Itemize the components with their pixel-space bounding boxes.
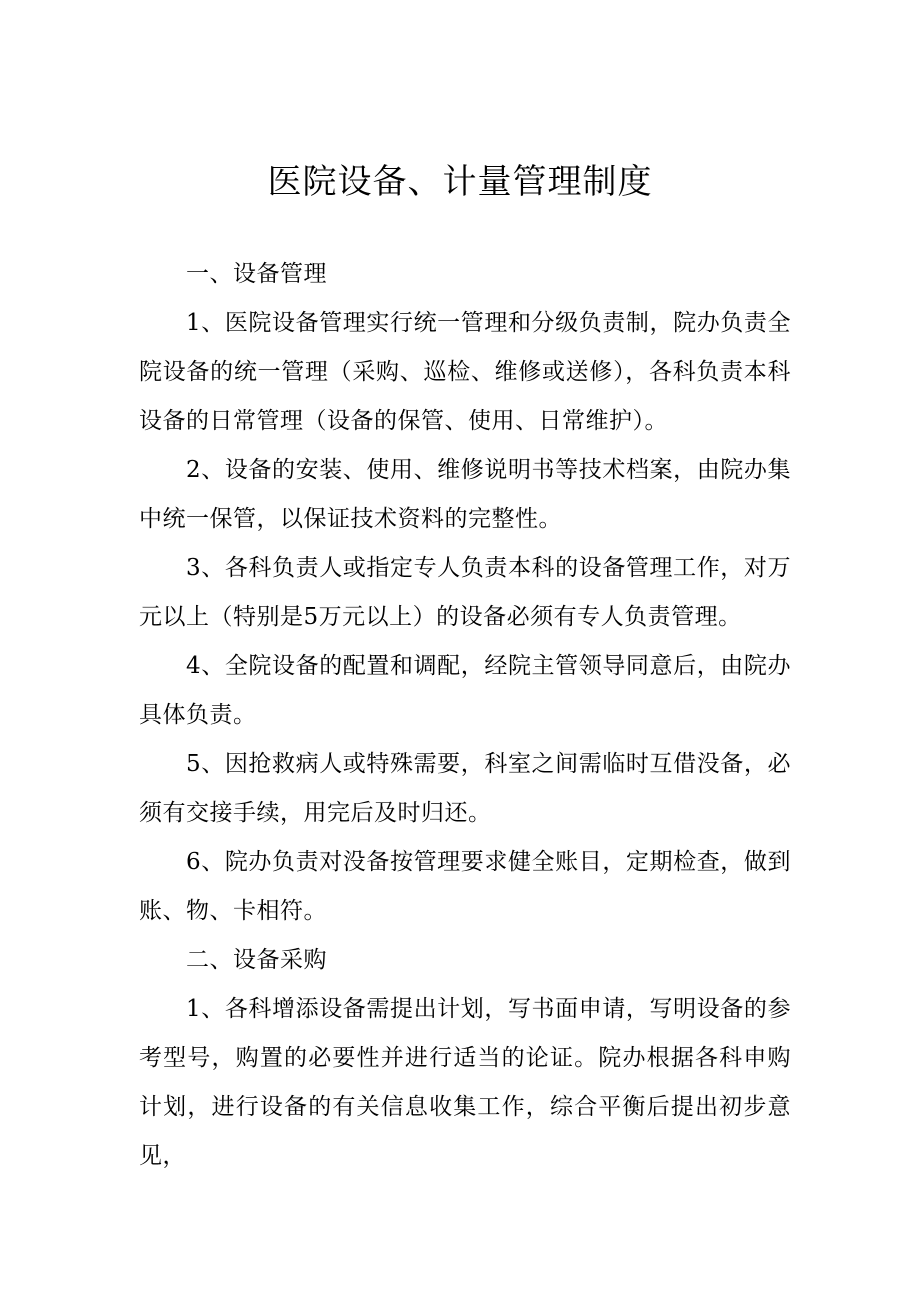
paragraph: 4、全院设备的配置和调配，经院主管领导同意后，由院办具体负责。 (139, 653, 791, 728)
paragraph: 3、各科负责人或指定专人负责本科的设备管理工作，对万元以上（特别是5万元以上）的设备必须有专人负责管理。 (139, 555, 791, 630)
document-body (139, 250, 791, 1181)
section-heading-equipment-procurement: 二、设备采购 (186, 947, 327, 973)
paragraph: 5、因抢救病人或特殊需要，科室之间需临时互借没备，必须有交接手续，用完后及时归还。 (139, 751, 791, 826)
paragraph: 2、设备的安装、使用、维修说明书等技术档案，由院办集中统一保管，以保证技术资料的完整性。 (139, 457, 791, 532)
document-title: 医院设备、计量管理制度 (267, 162, 653, 202)
section-heading-equipment-management: 一、设备管理 (186, 261, 327, 287)
paragraph: 1、医院设备管理实行统一管理和分级负责制，院办负责全院设备的统一管理（采购、巡检、维修或送修），各科负责本科设备的日常管理（设备的保管、使用、日常维护）。 (139, 310, 791, 434)
paragraph: 6、院办负责对没备按管理要求健全账目，定期检查，做到账、物、卡相符。 (139, 849, 791, 924)
paragraph: 1、各科增添设备需提出计划，写书面申请，写明设备的参考型号，购置的必要性并进行适当的论证。院办根据各科申购计划，进行设备的有关信息收集工作，综合平衡后提出初步意见， (139, 996, 791, 1169)
